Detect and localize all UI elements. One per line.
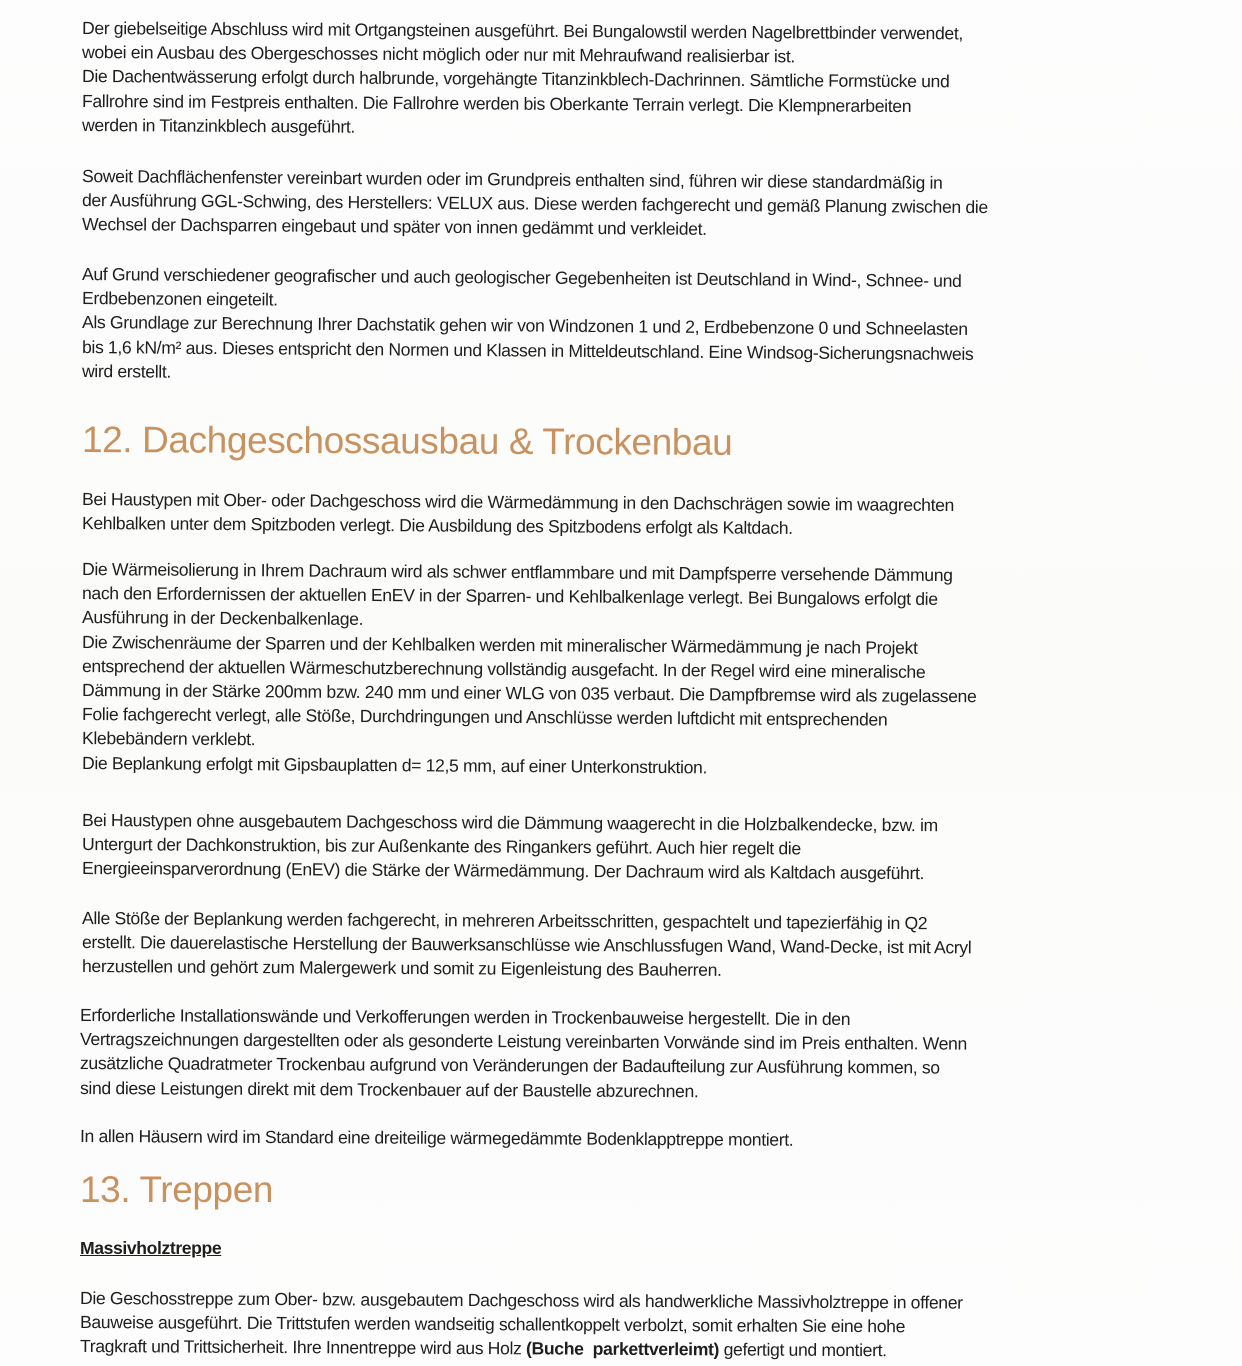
paragraph-geschosstreppe xyxy=(80,1286,1100,1359)
text-line: Die Dachentwässerung erfolgt durch halbrunde, vorgehängte Titanzinkblech-Dachrinnen. Sämtliche Formstücke und xyxy=(81,66,950,92)
text-line: wobei ein Ausbau des Obergeschosses nicht möglich oder nur mit Mehraufwand realisierbar ist. xyxy=(81,42,796,67)
text-line: Bauweise ausgeführt. Die Trittstufen werden wandseitig schallentkoppelt verbolzt, somit erhalten Sie eine hohe xyxy=(79,1312,906,1337)
paragraph-ortgang-dachentwaesserung xyxy=(82,16,1102,137)
text-line: Dämmung in der Stärke 200mm bzw. 240 mm und einer WLG von 035 verbaut. Die Dampfbremse wird als zugelassene xyxy=(81,680,977,707)
text-line: Kehlbalken unter dem Spitzboden verlegt. Die Ausbildung des Spitzbodens erfolgt als Kaltdach. xyxy=(81,513,793,539)
text-line: erstellt. Die dauerelastische Herstellung der Bauwerksanschlüsse wie Anschlussfugen Wand, Wand-Decke, ist mit Acryl xyxy=(81,932,972,958)
text-line: nach den Erfordernissen der aktuellen EnEV in der Sparren- und Kehlbalkenlage verlegt. Bei Bungalows erfolgt die xyxy=(81,583,938,610)
text-line: entsprechend der aktuellen Wärmeschutzberechnung vollständig ausgefacht. In der Regel wird eine mineralische xyxy=(81,655,926,682)
paragraph-beplankung-stoesse xyxy=(82,906,1102,979)
text-segment: Tragkraft und Trittsicherheit. Ihre Innentreppe wird aus Holz xyxy=(79,1336,527,1359)
paragraph-waermedaemmung-dachschraegen xyxy=(81,487,1102,539)
massivholztreppe-subheading: Massivholztreppe xyxy=(80,1238,222,1258)
text-line: Bei Haustypen ohne ausgebautem Dachgeschoss wird die Dämmung waagerecht in die Holzbalkendecke, bzw. im xyxy=(81,810,938,836)
text-line: wird erstellt. xyxy=(81,360,172,382)
text-line: Erdbebenzonen eingeteilt. xyxy=(81,288,278,310)
text-line: herzustellen und gehört zum Malergewerk und somit zu Eigenleistung des Bauherren. xyxy=(81,956,722,981)
text-line: Auf Grund verschiedener geografischer und auch geologischer Gegebenheiten ist Deutschland in Wind-, Schnee- und xyxy=(81,264,962,291)
paragraph-zonen-dachstatik xyxy=(82,262,1102,383)
text-line: Wechsel der Dachsparren eingebaut und später von innen gedämmt und verkleidet. xyxy=(81,214,707,240)
section-12-heading: 12. Dachgeschossausbau & Trockenbau xyxy=(81,419,733,463)
paragraph-bodenklapptreppe xyxy=(80,1124,1100,1148)
text-line: Ausführung in der Deckenbalkenlage. xyxy=(81,607,364,630)
text-line: Die Geschosstreppe zum Ober- bzw. ausgebautem Dachgeschoss wird als handwerkliche Massivholztreppe in offener xyxy=(79,1288,963,1313)
bold-material-note: (Buche parkettverleimt) xyxy=(526,1338,720,1360)
text-line: Die Zwischenräume der Sparren und der Kehlbalken werden mit mineralischer Wärmedämmung je nach Projekt xyxy=(81,631,918,658)
text-segment: gefertigt und montiert. xyxy=(719,1339,887,1361)
text-line: Die Beplankung erfolgt mit Gipsbauplatten d= 12,5 mm, auf einer Unterkonstruktion. xyxy=(81,752,708,777)
text-line: Untergurt der Dachkonstruktion, bis zur Außenkante des Ringankers geführt. Auch hier regelt die xyxy=(81,834,801,859)
text-line: bis 1,6 kN/m² aus. Dieses entspricht den Normen und Klassen in Mitteldeutschland. Eine Windsog-Sicherungsnachweis xyxy=(81,336,974,364)
text-line: sind diese Leistungen direkt mit dem Trockenbauer auf der Baustelle abzurechnen. xyxy=(79,1077,699,1101)
text-line: Bei Haustypen mit Ober- oder Dachgeschoss wird die Wärmedämmung in den Dachschrägen sowie im waagrechten xyxy=(81,489,955,516)
text-line: Alle Stöße der Beplankung werden fachgerecht, in mehreren Arbeitsschritten, gespachtelt und tapezierfähig in Q2 xyxy=(81,908,928,934)
section-13-heading: 13. Treppen xyxy=(80,1169,274,1210)
paragraph-waermeisolierung xyxy=(82,557,1102,775)
text-line: Erforderliche Installationswände und Verkofferungen werden in Trockenbauweise hergestellt. Die in den xyxy=(79,1005,851,1030)
text-line: zusätzliche Quadratmeter Trockenbau aufgrund von Veränderungen der Badaufteilung zur Ausführung kommen, so xyxy=(79,1053,940,1078)
text-line: Folie fachgerecht verlegt, alle Stöße, Durchdringungen und Anschlüsse werden luftdicht mit entsprechenden xyxy=(81,704,888,730)
text-line: Die Wärmeisolierung in Ihrem Dachraum wird als schwer entflammbare und mit Dampfsperre versehende Dämmung xyxy=(81,559,953,586)
text-line: In allen Häusern wird im Standard eine dreiteilige wärmegedämmte Bodenklapptreppe montiert. xyxy=(79,1126,794,1150)
paragraph-installationswaende xyxy=(80,1003,1100,1100)
text-line: Vertragszeichnungen dargestellten oder als gesonderte Leistung vereinbarten Vorwände sind im Preis enthalten. Wenn xyxy=(79,1029,968,1054)
text-line: Soweit Dachflächenfenster vereinbart wurden oder im Grundpreis enthalten sind, führen wir diese standardmäßig in xyxy=(81,166,943,193)
text-line: Der giebelseitige Abschluss wird mit Ortgangsteinen ausgeführt. Bei Bungalowstil werden Nagelbrettbinder verwendet, xyxy=(81,18,964,44)
text-line: Fallrohre sind im Festpreis enthalten. Die Fallrohre werden bis Oberkante Terrain verlegt. Die Klempnerarbeiten xyxy=(81,90,912,116)
text-line: werden in Titanzinkblech ausgeführt. xyxy=(81,114,356,137)
text-line: der Ausführung GGL-Schwing, des Herstellers: VELUX aus. Diese werden fachgerecht und gemäß Planung zwischen die xyxy=(81,190,988,218)
paragraph-dachflaechenfenster xyxy=(81,164,1102,240)
text-line: Als Grundlage zur Berechnung Ihrer Dachstatik gehen wir von Windzonen 1 und 2, Erdbebenzone 0 und Schneelasten xyxy=(81,312,968,340)
text-line xyxy=(80,1334,1100,1364)
paragraph-ohne-ausgebautem-dachgeschoss xyxy=(81,808,1102,884)
text-line: Klebebändern verklebt. xyxy=(81,728,256,750)
text-line: Energieeinsparverordnung (EnEV) die Stärke der Wärmedämmung. Der Dachraum wird als Kaltdach ausgeführt. xyxy=(81,858,925,884)
